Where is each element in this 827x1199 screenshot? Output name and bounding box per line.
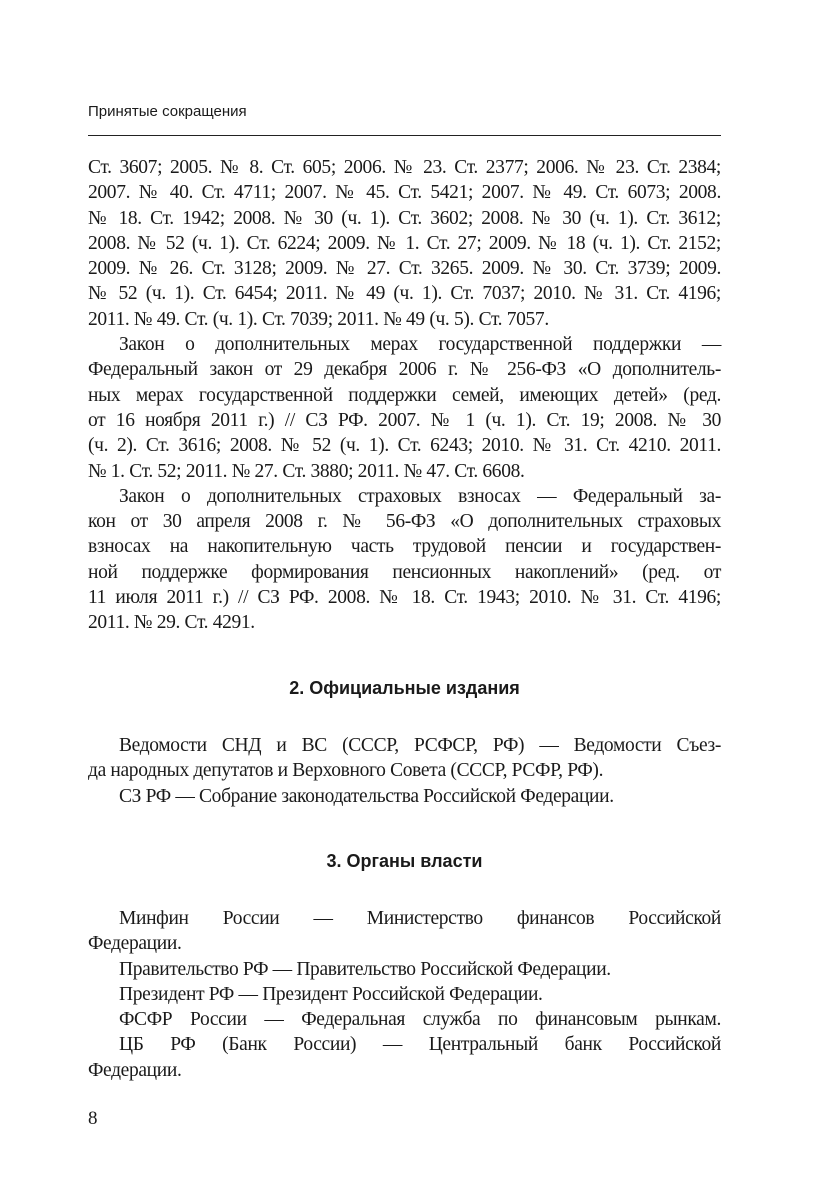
paragraph-citations <box>88 155 721 636</box>
text-line: 2007. № 40. Ст. 4711; 2007. № 45. Ст. 5421; 2007. № 49. Ст. 6073; 2008. <box>88 182 721 204</box>
text-line: Закон о дополнительных страховых взносах — Федеральный за- <box>119 485 721 507</box>
text-line: 2011. № 49. Ст. (ч. 1). Ст. 7039; 2011. № 49 (ч. 5). Ст. 7057. <box>88 308 549 330</box>
text-line: 2009. № 26. Ст. 3128; 2009. № 27. Ст. 3265. 2009. № 30. Ст. 3739; 2009. <box>88 258 721 280</box>
text-line: Ст. 3607; 2005. № 8. Ст. 605; 2006. № 23. Ст. 2377; 2006. № 23. Ст. 2384; <box>88 157 721 178</box>
text-line: Закон о дополнительных мерах государственной поддержки — <box>119 334 721 356</box>
section-authorities <box>88 906 721 1083</box>
text-line: Минфин России — Министерство финансов Российской <box>119 908 721 929</box>
text-line: № 52 (ч. 1). Ст. 6454; 2011. № 49 (ч. 1). Ст. 7037; 2010. № 31. Ст. 4196; <box>88 283 721 305</box>
section-official-publications <box>88 733 721 809</box>
text-line: 2008. № 52 (ч. 1). Ст. 6224; 2009. № 1. Ст. 27; 2009. № 18 (ч. 1). Ст. 2152; <box>88 232 721 254</box>
section-heading: 3. Органы власти <box>326 851 483 871</box>
text-line: 2011. № 29. Ст. 4291. <box>88 612 255 634</box>
text-line: ных мерах государственной поддержки семей, имеющих детей» (ред. <box>88 384 721 406</box>
text-line: взносах на накопительную часть трудовой пенсии и государствен- <box>88 536 721 558</box>
text-line: ной поддержке формирования пенсионных накоплений» (ред. от <box>88 561 721 583</box>
text-line: ЦБ РФ (Банк России) — Центральный банк Российской <box>119 1034 721 1056</box>
text-line: Федерации. <box>88 1059 182 1081</box>
text-line: № 18. Ст. 1942; 2008. № 30 (ч. 1). Ст. 3602; 2008. № 30 (ч. 1). Ст. 3612; <box>88 207 721 229</box>
text-line: Президент РФ — Президент Российской Федерации. <box>119 983 543 1005</box>
section-heading: 2. Официальные издания <box>289 678 520 698</box>
text-line: от 16 ноября 2011 г.) // СЗ РФ. 2007. № 1 (ч. 1). Ст. 19; 2008. № 30 <box>88 409 721 431</box>
text-line: Ведомости СНД и ВС (СССР, РСФСР, РФ) — Ведомости Съез- <box>119 735 721 756</box>
text-line: Правительство РФ — Правительство Российской Федерации. <box>119 958 611 980</box>
text-line: кон от 30 апреля 2008 г. № 56-ФЗ «О дополнительных страховых <box>88 511 721 533</box>
text-line: ФСФР России — Федеральная служба по финансовым рынкам. <box>119 1009 721 1031</box>
text-line: СЗ РФ — Собрание законодательства Российской Федерации. <box>119 785 614 807</box>
text-line: да народных депутатов и Верховного Совета (СССР, РСФР, РФ). <box>88 760 604 782</box>
text-line: Федеральный закон от 29 декабря 2006 г. № 256-ФЗ «О дополнитель- <box>88 359 721 381</box>
text-line: 11 июля 2011 г.) // СЗ РФ. 2008. № 18. Ст. 1943; 2010. № 31. Ст. 4196; <box>88 587 721 609</box>
text-line: Федерации. <box>88 933 182 955</box>
header-rule <box>88 135 721 136</box>
running-head: Принятые сокращения <box>88 103 247 120</box>
page-number: 8 <box>88 1108 98 1129</box>
text-line: № 1. Ст. 52; 2011. № 27. Ст. 3880; 2011. № 47. Ст. 6608. <box>88 460 525 482</box>
text-line: (ч. 2). Ст. 3616; 2008. № 52 (ч. 1). Ст. 6243; 2010. № 31. Ст. 4210. 2011. <box>88 435 721 457</box>
